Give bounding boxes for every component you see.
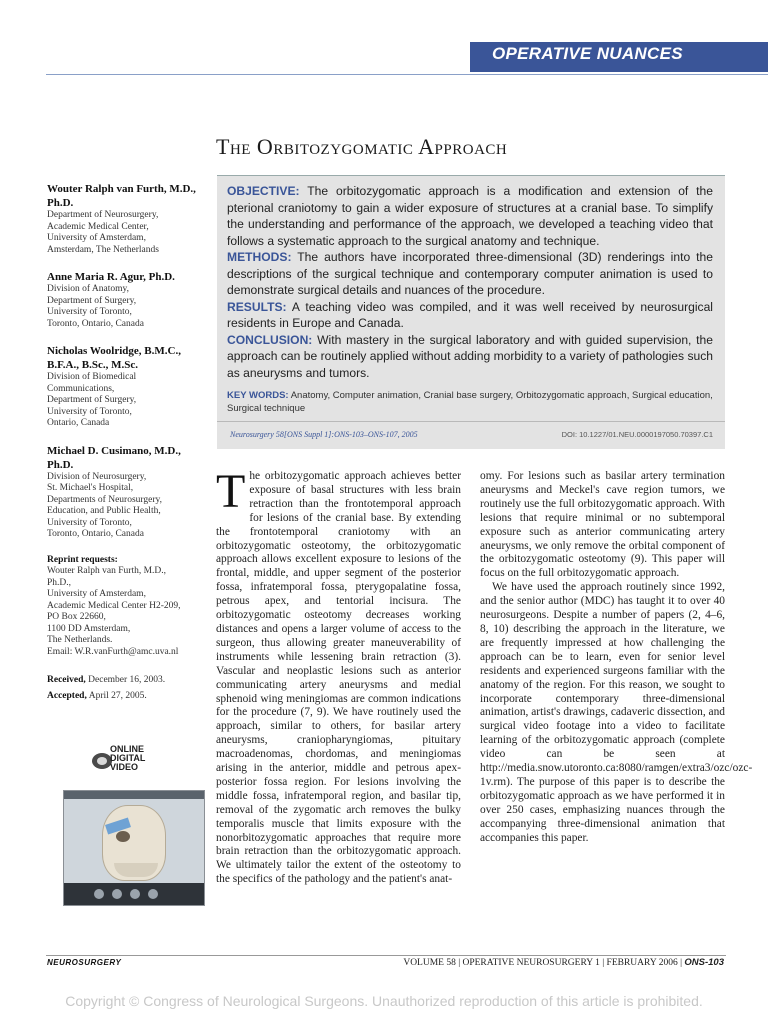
reprint-line: Academic Medical Center H2-209, bbox=[47, 600, 181, 611]
affiliation-line: Department of Surgery, bbox=[47, 295, 137, 306]
author-block bbox=[47, 444, 207, 541]
abstract-text bbox=[227, 183, 713, 381]
affiliation-line: Education, and Public Health, bbox=[47, 506, 161, 516]
end-icon[interactable] bbox=[148, 889, 158, 899]
orbit-rendering bbox=[116, 831, 130, 842]
affiliation-line: Division of Biomedical bbox=[47, 372, 137, 382]
author-column bbox=[47, 182, 207, 704]
doi: DOI: 10.1227/01.NEU.0000197050.70397.C1 bbox=[561, 430, 713, 439]
affiliation-line: Toronto, Ontario, Canada bbox=[47, 529, 144, 539]
reprint-line: The Netherlands. bbox=[47, 635, 113, 645]
video-title-bar bbox=[64, 791, 204, 799]
reprint-line: Ph.D., bbox=[47, 577, 72, 588]
reprint-line: 1100 DD Amsterdam, bbox=[47, 623, 131, 634]
affiliation-line: Amsterdam, The Netherlands bbox=[47, 244, 159, 255]
author-name: Michael D. Cusimano, M.D., Ph.D. bbox=[47, 444, 181, 471]
page-number: ONS-103 bbox=[684, 957, 724, 968]
affiliation-line: Division of Anatomy, bbox=[47, 284, 129, 294]
author-name: Anne Maria R. Agur, Ph.D. bbox=[47, 271, 175, 283]
footer-rule bbox=[46, 955, 726, 956]
video-disc-icon bbox=[92, 753, 112, 769]
abstract-methods: METHODS: The authors have incorporated three-dimensional (3D) renderings into the descriptions of the surgical technique and contemporary computer animation is used to demonstrate surgical details and nuances of the procedure. bbox=[227, 250, 713, 297]
affiliation-line: University of Toronto, bbox=[47, 307, 132, 317]
body-paragraph: We have used the approach routinely since 1992, and the senior author (MDC) has taught it to over 40 neurosurgeons. Despite a number of papers (2, 4–6, 8, 10) describing the approach in the literature, we are frequently impressed at how challenging the approach can be to learn, even for senior level residents and experienced surgeons familiar with the anatomy of the region. For this reason, we sought to incorporate contemporary three-dimensional animation, artist's drawings, cadaveric dissection, and surgical video footage into a video to facilitate learning of the orbitozygomatic approach (complete video can be seen at http://media.snow.utoronto.ca:8080/ramgen/extra3/ozc/ozc-1v.rm). The purpose of this paper is to describe the orbitozygomatic approach as we have performed it in over 250 cases, emphasizing nuances through the accompanying three-dimensional animation that accompanies this paper. bbox=[480, 581, 753, 844]
citation: Neurosurgery 58[ONS Suppl 1]:ONS-103–ONS-107, 2005 bbox=[230, 430, 418, 439]
journal-name: NEUROSURGERY bbox=[47, 958, 122, 967]
dates-block bbox=[47, 672, 207, 704]
body-column-1 bbox=[216, 465, 461, 887]
abstract-objective: OBJECTIVE: The orbitozygomatic approach is a modification and extension of the pterional craniotomy to gain a wider exposure of structures at a cranial base. To simplify the understanding and performance of the approach, we developed a teaching video that follows a systematic approach to the surgical anatomy and technique. bbox=[227, 184, 713, 248]
copyright-watermark: Copyright © Congress of Neurological Surgeons. Unauthorized reproduction of this article is prohibited. bbox=[65, 993, 703, 1009]
rewind-icon[interactable] bbox=[94, 889, 104, 899]
accepted-date: Accepted, April 27, 2005. bbox=[47, 691, 147, 701]
author-block bbox=[47, 344, 207, 430]
drop-cap: T bbox=[216, 465, 246, 518]
author-block bbox=[47, 270, 207, 330]
reprint-line: University of Amsterdam, bbox=[47, 589, 146, 599]
online-video-badge bbox=[92, 745, 182, 775]
affiliation-line: St. Michael's Hospital, bbox=[47, 483, 134, 493]
affiliation-line: Department of Neurosurgery, bbox=[47, 210, 159, 220]
reprint-line: Wouter Ralph van Furth, M.D., bbox=[47, 566, 167, 576]
author-block bbox=[47, 182, 207, 256]
affiliation-line: University of Toronto, bbox=[47, 406, 132, 417]
body-paragraph: omy. For lesions such as basilar artery termination aneurysms and Meckel's cave region tumors, we routinely use the full orbitozygomatic approach. With lesions that require minimal or no subtemporal exposure such as anterior communicating artery aneurysms, we only remove the orbital component of the orbitozygomatic osteotomy (9). This paper will focus on the full orbitozygomatic approach. bbox=[480, 470, 725, 580]
affiliation-line: Ontario, Canada bbox=[47, 418, 110, 428]
affiliation-line: Toronto, Ontario, Canada bbox=[47, 318, 144, 329]
author-name: Nicholas Woolridge, B.M.C., B.F.A., B.Sc., M.Sc. bbox=[47, 345, 181, 371]
affiliation-line: University of Toronto, bbox=[47, 517, 132, 528]
affiliation-line: University of Amsterdam, bbox=[47, 233, 146, 243]
abstract-results: RESULTS: A teaching video was compiled, and it was well received by neurosurgical residents in Europe and Canada. bbox=[227, 299, 713, 330]
author-name: Wouter Ralph van Furth, M.D., Ph.D. bbox=[47, 183, 196, 209]
affiliation-line: Academic Medical Center, bbox=[47, 221, 149, 232]
reprint-block bbox=[47, 555, 207, 659]
affiliation-line: Division of Neurosurgery, bbox=[47, 471, 147, 482]
affiliation-line: Communications, bbox=[47, 383, 115, 394]
section-label: OPERATIVE NUANCES bbox=[492, 44, 683, 63]
play-icon[interactable] bbox=[112, 889, 122, 899]
keywords: KEY WORDS: Anatomy, Computer animation, Cranial base surgery, Orbitozygomatic approach, Surgical education, Surgical technique bbox=[227, 390, 713, 414]
reprint-line: PO Box 22660, bbox=[47, 612, 106, 622]
received-date: Received, December 16, 2003. bbox=[47, 675, 166, 685]
body-column-2 bbox=[480, 470, 753, 845]
affiliation-line: Department of Surgery, bbox=[47, 395, 137, 405]
affiliation-line: Departments of Neurosurgery, bbox=[47, 494, 163, 505]
citation-rule bbox=[217, 421, 725, 422]
issue-info: VOLUME 58 | OPERATIVE NEUROSURGERY 1 | FEBRUARY 2006 | ONS-103 bbox=[403, 957, 724, 968]
article-title: The Orbitozygomatic Approach bbox=[216, 134, 508, 159]
reprint-label: Reprint requests: bbox=[47, 554, 118, 565]
forward-icon[interactable] bbox=[130, 889, 140, 899]
header-rule bbox=[46, 74, 768, 75]
online-video-label: ONLINE DIGITAL VIDEO bbox=[110, 744, 146, 772]
abstract-box bbox=[217, 175, 725, 449]
video-controls bbox=[64, 883, 204, 905]
reprint-email[interactable]: Email: W.R.vanFurth@amc.uva.nl bbox=[47, 646, 179, 657]
body-paragraph: The orbitozygomatic approach achieves better exposure of basal structures with less brain retraction than the frontotemporal approach for lesions of the cranial base. By extending the frontotemporal craniotomy with an orbitozygomatic osteotomy, the orbitozygomatic approach allows excellent exposure to lesions of the frontal, middle, and upper segment of the posterior fossa, infratemporal fossa, pterygopalatine fossa, petrous apex, and tentorial incisura. The orbitozygomatic osteotomy decreases working distances and opens a larger volume of access to the surgeon, thus allowing greater maneuverability of instruments while lessening brain retraction (3). Vascular and neoplastic lesions such as anterior communicating artery aneurysms and medial sphenoid wing meningiomas are common indications for the procedure (7, 9). We have routinely used the approach, similar to others, for basilar artery aneurysms, craniopharyngiomas, pituitary macroadenomas, chordomas, and meningiomas arising in the anterior, middle and petrous apex-posterior fossa region. For lesions involving the middle fossa, infratemporal region, and basilar tip, removal of the zygomatic arch removes the bulky temporalis muscle that limits exposure with the nonorbitozygomatic approaches that require more brain retraction than the orbitozygomatic approach. We ultimately tailor the extent of the osteotomy to the specifics of the pathology and the patient's anat- bbox=[216, 465, 461, 886]
video-player-thumbnail[interactable] bbox=[63, 790, 205, 906]
abstract-conclusion: CONCLUSION: With mastery in the surgical laboratory and with guided supervision, the approach can be routinely applied without adding morbidity to a variety of pathologies such as aneurysms and tumors. bbox=[227, 332, 713, 380]
